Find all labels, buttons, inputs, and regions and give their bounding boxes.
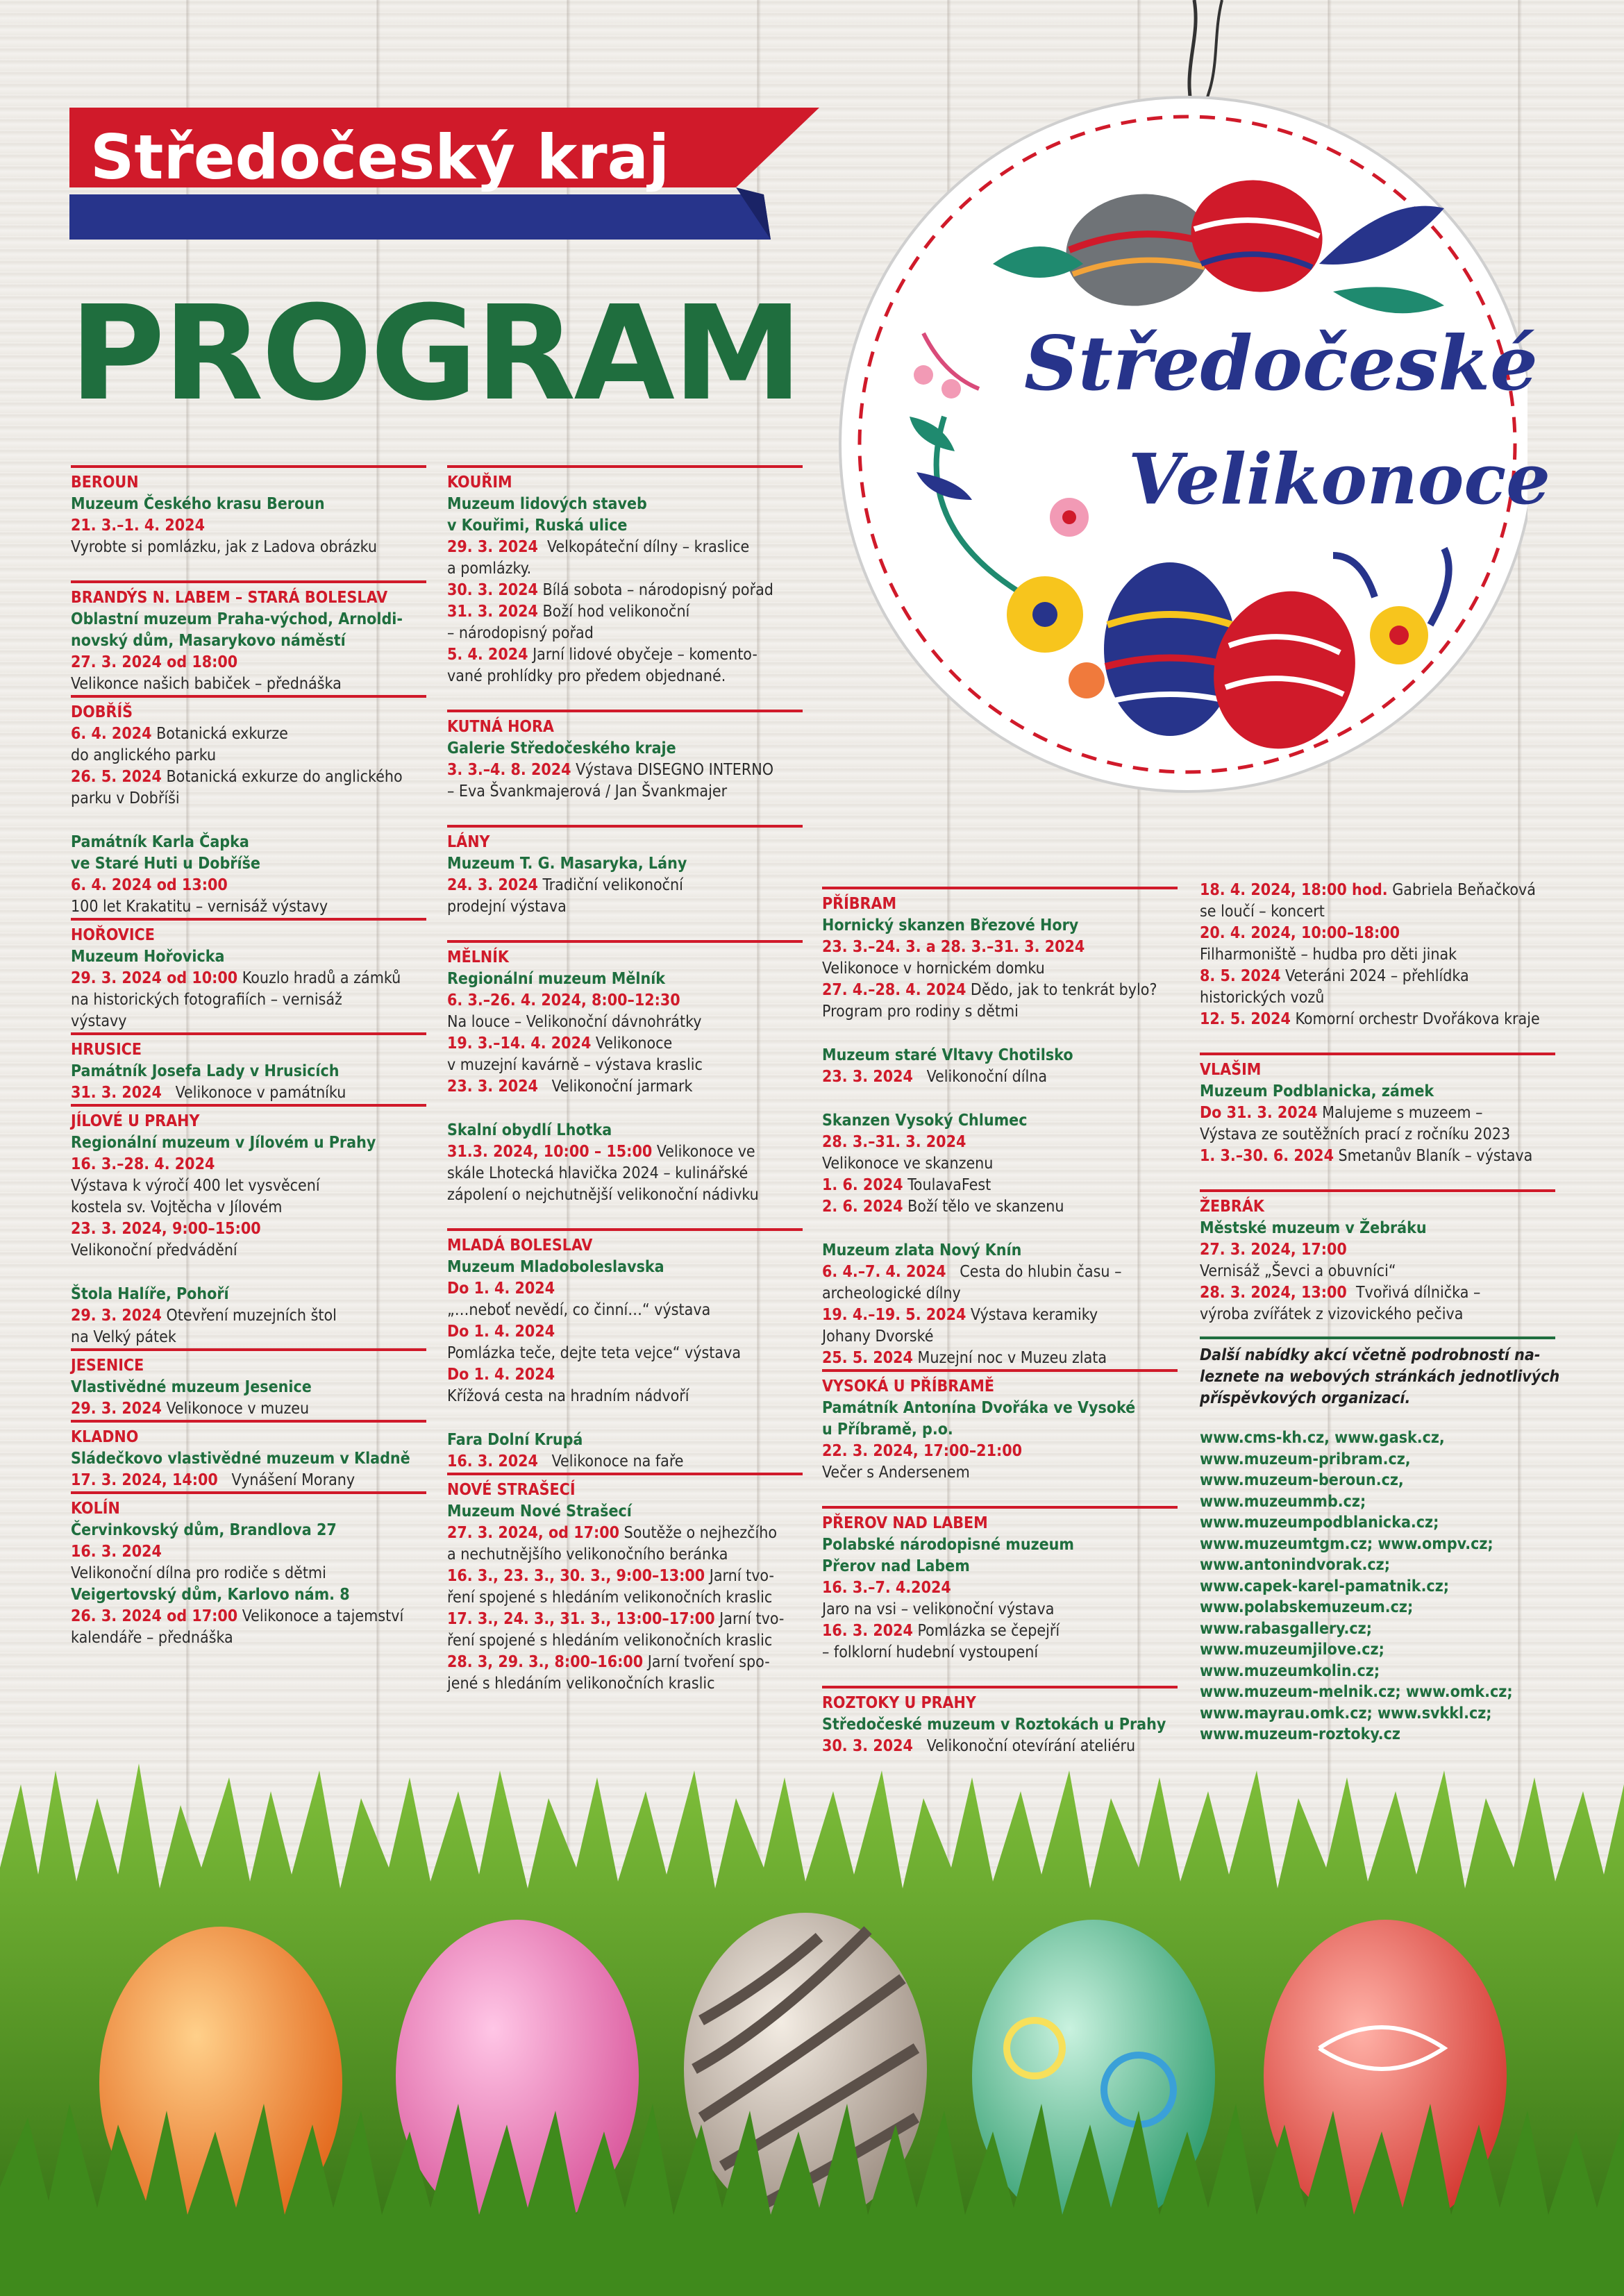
event-date: 6. 4. 2024 od 13:00 xyxy=(71,876,228,894)
event-line xyxy=(822,1305,1178,1326)
event-line xyxy=(447,1566,803,1587)
event-description: a pomlázky. xyxy=(447,560,532,578)
venue-name: Fara Dolní Krupá xyxy=(447,1431,583,1449)
program-column-3 xyxy=(822,887,1178,1757)
town-heading: NOVÉ STRAŠECÍ xyxy=(447,1481,576,1499)
event-line xyxy=(71,1398,426,1420)
event-text: Výstava keramiky xyxy=(966,1306,1098,1324)
program-section xyxy=(447,465,803,710)
event-line xyxy=(447,1609,803,1630)
event-text: Smetanův Blaník – výstava xyxy=(1333,1147,1533,1165)
program-section xyxy=(1200,1053,1555,1189)
website-link[interactable]: www.muzeum-melnik.cz; www.omk.cz; xyxy=(1200,1683,1513,1701)
town-heading: KOLÍN xyxy=(71,1500,120,1518)
event-date: 6. 3.–26. 4. 2024, 8:00–12:30 xyxy=(447,991,680,1009)
event-text: Jarní tvo- xyxy=(705,1567,774,1585)
event-line xyxy=(71,766,426,788)
event-description: do anglického parku xyxy=(71,746,217,764)
event-date: 26. 5. 2024 xyxy=(71,768,162,786)
event-text: Tvořivá dílnička – xyxy=(1346,1284,1481,1302)
website-link[interactable]: www.muzeum-pribram.cz, xyxy=(1200,1450,1411,1468)
program-section xyxy=(71,465,426,580)
program-section xyxy=(1200,1189,1555,1325)
event-line xyxy=(1200,1146,1555,1167)
event-line xyxy=(71,1305,426,1327)
event-text: Velikonoční otevírání ateliéru xyxy=(912,1737,1136,1755)
event-description: Johany Dvorské xyxy=(822,1327,934,1346)
more-info-block xyxy=(1200,1336,1560,1745)
event-date: 23. 3. 2024 xyxy=(447,1078,538,1096)
event-text: Jarní lidové obyčeje – komento- xyxy=(528,646,757,664)
event-date: 19. 3.–14. 4. 2024 xyxy=(447,1034,592,1053)
event-description: Program pro rodiny s dětmi xyxy=(822,1003,1019,1021)
event-description: výroba zvířátek z vizovického pečiva xyxy=(1200,1305,1464,1323)
program-section xyxy=(447,940,803,1228)
program-section xyxy=(71,1348,426,1420)
venue-name: u Příbramě, p.o. xyxy=(822,1421,953,1439)
event-date: 8. 5. 2024 xyxy=(1200,967,1281,985)
event-date: 6. 4. 2024 xyxy=(71,725,152,743)
event-description: a nechutnějšího velikonočního beránka xyxy=(447,1545,728,1564)
region-title: Středočeský kraj xyxy=(90,121,670,193)
event-date: 16. 3.–28. 4. 2024 xyxy=(71,1155,215,1173)
event-date: 29. 3. 2024 xyxy=(71,1400,162,1418)
event-text: Jarní tvo- xyxy=(714,1610,785,1628)
grass-with-eggs xyxy=(0,1757,1624,2296)
program-section xyxy=(447,1473,803,1695)
event-description: prodejní výstava xyxy=(447,898,567,916)
event-description: na Velký pátek xyxy=(71,1328,176,1346)
event-line xyxy=(447,1451,803,1473)
venue-name: Skalní obydlí Lhotka xyxy=(447,1121,612,1139)
event-text: ToulavaFest xyxy=(903,1176,991,1194)
event-text: Velikonoce v muzeu xyxy=(161,1400,310,1418)
event-date: 12. 5. 2024 xyxy=(1200,1010,1291,1028)
website-link[interactable]: www.mayrau.omk.cz; www.svkkl.cz; xyxy=(1200,1704,1492,1723)
venue-name: Památník Antonína Dvořáka ve Vysoké xyxy=(822,1399,1136,1417)
venue-name: Muzeum zlata Nový Knín xyxy=(822,1241,1022,1259)
event-line xyxy=(71,1082,426,1104)
spacer xyxy=(71,558,426,580)
event-text: Botanická exkurze xyxy=(151,725,288,743)
event-line xyxy=(447,875,803,896)
program-column-4 xyxy=(1200,880,1555,1325)
town-heading: HOŘOVICE xyxy=(71,926,155,944)
program-section xyxy=(822,1506,1178,1686)
event-text: Boží tělo ve skanzenu xyxy=(903,1198,1064,1216)
event-date: 16. 3.–7. 4.2024 xyxy=(822,1579,951,1597)
town-heading: PŘÍBRAM xyxy=(822,895,897,913)
event-date: 16. 3., 23. 3., 30. 3., 9:00–13:00 xyxy=(447,1567,705,1585)
event-description: 100 let Krakatitu – vernisáž výstavy xyxy=(71,898,328,916)
event-date: 21. 3.–1. 4. 2024 xyxy=(71,517,205,535)
note-line: Další nabídky akcí včetně podrobností na- xyxy=(1200,1346,1541,1364)
program-section xyxy=(822,887,1178,1369)
event-date: 6. 4.–7. 4. 2024 xyxy=(822,1263,946,1281)
event-text: Velikonoční dílna xyxy=(912,1068,1048,1086)
event-text: Vynášení Morany xyxy=(217,1471,355,1489)
event-text: Malujeme s muzeem – xyxy=(1317,1104,1483,1122)
spacer xyxy=(822,1023,1178,1045)
spacer xyxy=(447,803,803,825)
spacer xyxy=(822,1088,1178,1110)
note-line: příspěvkových organizací. xyxy=(1200,1389,1411,1407)
event-text: Gabriela Beňačková xyxy=(1387,881,1536,899)
event-description: v muzejní kavárně – výstava kraslic xyxy=(447,1056,703,1074)
event-date: 29. 3. 2024 xyxy=(71,1307,162,1325)
event-text: Boží hod velikonoční xyxy=(537,603,690,621)
event-date: 30. 3. 2024 xyxy=(822,1737,913,1755)
event-line xyxy=(822,1066,1178,1088)
event-description: zápolení o nejchutnější velikonoční nádivku xyxy=(447,1186,759,1204)
event-line xyxy=(71,968,426,989)
event-date: 23. 3. 2024 xyxy=(822,1068,913,1086)
event-description: Velikonoční předvádění xyxy=(71,1241,237,1259)
venue-name: ve Staré Huti u Dobříše xyxy=(71,855,260,873)
town-heading: ŽEBRÁK xyxy=(1200,1198,1264,1216)
event-line xyxy=(1200,880,1555,901)
event-line xyxy=(447,537,803,558)
town-heading: LÁNY xyxy=(447,833,490,851)
event-line xyxy=(447,760,803,781)
event-line xyxy=(447,601,803,623)
url-list xyxy=(1200,1427,1555,1745)
program-section xyxy=(71,918,426,1032)
event-line xyxy=(71,1470,426,1491)
website-link[interactable]: www.muzeum-beroun.cz, xyxy=(1200,1471,1404,1489)
town-heading: KOUŘIM xyxy=(447,474,512,492)
website-link[interactable]: www.capek-karel-pamatnik.cz; xyxy=(1200,1577,1450,1595)
event-text: Velkopáteční dílny – kraslice xyxy=(537,538,750,556)
event-text: Jarní tvoření spo- xyxy=(643,1653,770,1671)
website-link[interactable]: www.muzeumkolin.cz; xyxy=(1200,1661,1380,1680)
town-heading: VYSOKÁ U PŘÍBRAMĚ xyxy=(822,1377,994,1396)
venue-name: Oblastní muzeum Praha-východ, Arnoldi- xyxy=(71,610,403,628)
website-link[interactable]: www.muzeumjilove.cz; xyxy=(1200,1641,1384,1659)
program-section xyxy=(71,1032,426,1104)
event-text: Botanická exkurze do anglického xyxy=(161,768,403,786)
event-text: Bílá sobota – národopisný pořad xyxy=(537,581,773,599)
event-description: Vyrobte si pomlázku, jak z Ladova obrázku xyxy=(71,538,377,556)
venue-name: Muzeum T. G. Masaryka, Lány xyxy=(447,855,687,873)
town-heading: JÍLOVÉ U PRAHY xyxy=(71,1112,200,1130)
venue-name: Památník Karla Čapka xyxy=(71,833,249,851)
venue-name: Regionální muzeum v Jílovém u Prahy xyxy=(71,1134,376,1152)
spacer xyxy=(822,1218,1178,1240)
venue-name: Regionální muzeum Mělník xyxy=(447,970,666,988)
spacer xyxy=(822,1664,1178,1686)
town-heading: VLAŠIM xyxy=(1200,1061,1262,1079)
event-description: archeologické dílny xyxy=(822,1284,961,1302)
banner-blue-stripe xyxy=(69,194,771,240)
event-line xyxy=(447,1652,803,1673)
venue-name: Muzeum Českého krasu Beroun xyxy=(71,495,325,513)
event-date: 17. 3., 24. 3., 31. 3., 13:00–17:00 xyxy=(447,1610,715,1628)
event-date: 28. 3, 29. 3., 8:00–16:00 xyxy=(447,1653,644,1671)
event-date: 28. 3. 2024, 13:00 xyxy=(1200,1284,1347,1302)
venue-name: Štola Halíře, Pohoří xyxy=(71,1285,229,1303)
event-date: 1. 3.–30. 6. 2024 xyxy=(1200,1147,1334,1165)
event-description: Velikonoce ve skanzenu xyxy=(822,1155,994,1173)
egg-blue-icon xyxy=(1104,562,1236,736)
event-description: výstavy xyxy=(71,1012,127,1030)
event-line xyxy=(447,1141,803,1163)
event-text: Velikonoční jarmark xyxy=(537,1078,693,1096)
town-heading: KUTNÁ HORA xyxy=(447,718,554,736)
event-text: Kouzlo hradů a zámků xyxy=(237,969,401,987)
event-description: Pomlázka teče, dejte teta vejce“ výstava xyxy=(447,1344,742,1362)
event-description: – národopisný pořad xyxy=(447,624,594,642)
flower-yellow-icon xyxy=(1007,576,1083,653)
event-line xyxy=(1200,1103,1555,1124)
event-text: Pomlázka se čepejří xyxy=(912,1622,1060,1640)
program-column-2 xyxy=(447,465,803,1695)
event-description: ření spojené s hledáním velikonočních kraslic xyxy=(447,1589,773,1607)
event-date: 3. 3.–4. 8. 2024 xyxy=(447,761,571,779)
event-line xyxy=(1200,1282,1555,1304)
flower-yellow-right-icon xyxy=(1370,606,1428,664)
event-description: Křížová cesta na hradním nádvoří xyxy=(447,1387,689,1405)
event-description: Na louce – Velikonoční dávnohrátky xyxy=(447,1013,702,1031)
event-date: 5. 4. 2024 xyxy=(447,646,528,664)
website-link[interactable]: www.antonindvorak.cz; xyxy=(1200,1556,1390,1574)
program-section xyxy=(71,1420,426,1491)
program-section xyxy=(71,1104,426,1348)
venue-name: Sládečkovo vlastivědné muzeum v Kladně xyxy=(71,1450,410,1468)
town-heading: BEROUN xyxy=(71,474,139,492)
program-section xyxy=(822,1686,1178,1757)
website-link[interactable]: www.rabasgallery.cz; xyxy=(1200,1619,1373,1638)
venue-name: Přerov nad Labem xyxy=(822,1557,970,1575)
spacer xyxy=(447,1206,803,1228)
flower-pink-icon xyxy=(1050,498,1089,537)
website-link[interactable]: www.muzeumtgm.cz; www.ompv.cz; xyxy=(1200,1534,1493,1553)
town-heading: HRUSICE xyxy=(71,1041,142,1059)
venue-name: Muzeum Podblanicka, zámek xyxy=(1200,1082,1434,1100)
town-heading: ROZTOKY U PRAHY xyxy=(822,1694,976,1712)
event-text: Dědo, jak to tenkrát bylo? xyxy=(966,981,1157,999)
website-link[interactable]: www.polabskemuzeum.cz; xyxy=(1200,1598,1414,1616)
program-section xyxy=(71,580,426,695)
event-date: 23. 3. 2024, 9:00–15:00 xyxy=(71,1220,261,1238)
spacer xyxy=(1200,1167,1555,1189)
event-text: Otevření muzejních štol xyxy=(161,1307,337,1325)
venue-name: Galerie Středočeského kraje xyxy=(447,739,676,757)
event-date: Do 1. 4. 2024 xyxy=(447,1366,555,1384)
event-date: Do 1. 4. 2024 xyxy=(447,1323,555,1341)
event-date: 22. 3. 2024, 17:00–21:00 xyxy=(822,1442,1023,1460)
spacer xyxy=(822,1484,1178,1506)
event-date: 16. 3. 2024 xyxy=(822,1622,913,1640)
event-line xyxy=(447,1033,803,1055)
venue-name: Středočeské muzeum v Roztokách u Prahy xyxy=(822,1716,1166,1734)
venue-name: Muzeum Hořovicka xyxy=(71,948,225,966)
event-description: skále Lhotecká hlavička 2024 – kulinářské xyxy=(447,1164,748,1182)
event-line xyxy=(822,1175,1178,1196)
event-description: Výstava k výročí 400 let vysvěcení xyxy=(71,1177,320,1195)
spacer xyxy=(447,1098,803,1120)
event-line xyxy=(71,723,426,745)
event-text: Komorní orchestr Dvořákova kraje xyxy=(1290,1010,1540,1028)
event-date: 23. 3.–24. 3. a 28. 3.–31. 3. 2024 xyxy=(822,938,1085,956)
event-description: Velikonoční dílna pro rodiče s dětmi xyxy=(71,1564,326,1582)
event-date: Do 1. 4. 2024 xyxy=(447,1280,555,1298)
venue-name: Muzeum lidových staveb xyxy=(447,495,647,513)
venue-name: v Kouřimi, Ruská ulice xyxy=(447,517,628,535)
program-section xyxy=(447,710,803,825)
event-text: Soutěže o nejhezčího xyxy=(619,1524,777,1542)
program-section xyxy=(71,695,426,918)
event-line xyxy=(822,1348,1178,1369)
event-line xyxy=(1200,966,1555,987)
venue-name: Polabské národopisné muzeum xyxy=(822,1536,1074,1554)
event-description: Večer s Andersenem xyxy=(822,1464,970,1482)
program-section xyxy=(71,1491,426,1649)
event-text: Tradiční velikonoční xyxy=(537,876,683,894)
event-description: Výstava ze soutěžních prací z ročníku 2023 xyxy=(1200,1125,1511,1143)
event-date: 20. 4. 2024, 10:00–18:00 xyxy=(1200,924,1400,942)
town-heading: MLADÁ BOLESLAV xyxy=(447,1237,593,1255)
event-description: – folklorní hudební vystoupení xyxy=(822,1643,1039,1661)
event-date: 27. 3. 2024, 17:00 xyxy=(1200,1241,1347,1259)
note-line: leznete na webových stránkách jednotlivých xyxy=(1200,1368,1560,1386)
spacer xyxy=(71,810,426,832)
website-link[interactable]: www.muzeumpodblanicka.cz; xyxy=(1200,1514,1439,1532)
event-text: Veteráni 2024 – přehlídka xyxy=(1280,967,1469,985)
event-date: 30. 3. 2024 xyxy=(447,581,538,599)
event-line xyxy=(822,1262,1178,1283)
event-line xyxy=(1200,1009,1555,1030)
website-link[interactable]: www.cms-kh.cz, www.gask.cz, xyxy=(1200,1429,1445,1447)
event-date: 31. 3. 2024 xyxy=(71,1084,162,1102)
event-line xyxy=(447,1523,803,1544)
event-line xyxy=(447,644,803,666)
event-date: Do 31. 3. 2024 xyxy=(1200,1104,1318,1122)
program-column-1 xyxy=(71,465,426,1649)
event-date: 17. 3. 2024, 14:00 xyxy=(71,1471,218,1489)
event-text: Muzejní noc v Muzeu zlata xyxy=(912,1349,1107,1367)
website-link[interactable]: www.muzeum-roztoky.cz xyxy=(1200,1725,1400,1743)
program-section xyxy=(447,825,803,940)
town-heading: JESENICE xyxy=(71,1357,144,1375)
event-line xyxy=(822,1736,1178,1757)
event-description: historických vozů xyxy=(1200,989,1325,1007)
event-description: vané prohlídky pro předem objednané. xyxy=(447,667,726,685)
spacer xyxy=(447,1407,803,1430)
event-line xyxy=(822,980,1178,1001)
event-text: Velikonoce na faře xyxy=(537,1452,684,1470)
event-description: „…neboť nevědí, co činní…“ výstava xyxy=(447,1301,711,1319)
venue-name: Veigertovský dům, Karlovo nám. 8 xyxy=(71,1586,350,1604)
event-line xyxy=(447,1076,803,1098)
event-date: 27. 4.–28. 4. 2024 xyxy=(822,981,966,999)
event-description: Velikonce našich babiček – přednáška xyxy=(71,675,342,693)
spacer xyxy=(447,687,803,710)
venue-name: Hornický skanzen Březové Hory xyxy=(822,916,1079,935)
event-date: 31.3. 2024, 10:00 – 15:00 xyxy=(447,1143,653,1161)
event-date: 19. 4.–19. 5. 2024 xyxy=(822,1306,966,1324)
ornament-title-line1: Středočeské xyxy=(1024,320,1538,408)
spacer xyxy=(1200,1030,1555,1053)
venue-name: Muzeum Mladoboleslavska xyxy=(447,1258,664,1276)
event-text: Velikonoce v památníku xyxy=(161,1084,346,1102)
event-description: na historických fotografiích – vernisáž xyxy=(71,991,342,1009)
event-date: 16. 3. 2024 xyxy=(71,1543,162,1561)
event-date: 1. 6. 2024 xyxy=(822,1176,903,1194)
venue-name: Červinkovský dům, Brandlova 27 xyxy=(71,1521,337,1539)
website-link[interactable]: www.muzeummb.cz; xyxy=(1200,1492,1366,1511)
event-date: 27. 3. 2024 od 18:00 xyxy=(71,653,238,671)
event-date: 29. 3. 2024 xyxy=(447,538,538,556)
easter-ornament xyxy=(833,0,1527,819)
event-text: Velikonoce ve xyxy=(652,1143,755,1161)
event-text: Výstava DISEGNO INTERNO xyxy=(571,761,774,779)
event-description: parku v Dobříši xyxy=(71,789,180,807)
venue-name: Muzeum staré Vltavy Chotilsko xyxy=(822,1046,1073,1064)
venue-name: novský dům, Masarykovo náměstí xyxy=(71,632,346,650)
venue-name: Památník Josefa Lady v Hrusicích xyxy=(71,1062,340,1080)
event-description: Jaro na vsi – velikonoční výstava xyxy=(822,1600,1055,1618)
venue-name: Muzeum Nové Strašecí xyxy=(447,1502,632,1520)
event-line xyxy=(822,1196,1178,1218)
event-text: Velikonoce a tajemství xyxy=(237,1607,404,1625)
event-line xyxy=(71,1606,426,1627)
event-date: 26. 3. 2024 od 17:00 xyxy=(71,1607,238,1625)
event-description: jené s hledáním velikonočních kraslic xyxy=(447,1675,715,1693)
event-text: Cesta do hlubin času – xyxy=(946,1263,1122,1281)
event-date: 18. 4. 2024, 18:00 hod. xyxy=(1200,881,1388,899)
spacer xyxy=(71,1262,426,1284)
town-heading: BRANDÝS N. LABEM – STARÁ BOLESLAV xyxy=(71,589,388,607)
town-heading: DOBŘÍŠ xyxy=(71,703,133,721)
program-section xyxy=(822,1369,1178,1506)
event-date: 29. 3. 2024 od 10:00 xyxy=(71,969,238,987)
town-heading: KLADNO xyxy=(71,1428,139,1446)
event-line xyxy=(447,580,803,601)
venue-name: Vlastivědné muzeum Jesenice xyxy=(71,1378,312,1396)
event-date: 27. 3. 2024, od 17:00 xyxy=(447,1524,620,1542)
event-description: se loučí – koncert xyxy=(1200,903,1325,921)
event-date: 28. 3.–31. 3. 2024 xyxy=(822,1133,966,1151)
event-description: Vernisáž „Ševci a obuvníci“ xyxy=(1200,1262,1396,1280)
venue-name: Městské muzeum v Žebráku xyxy=(1200,1219,1427,1237)
event-date: 31. 3. 2024 xyxy=(447,603,538,621)
town-heading: PŘEROV NAD LABEM xyxy=(822,1514,988,1532)
ornament-title-line2: Velikonoce xyxy=(1128,438,1550,520)
event-date: 24. 3. 2024 xyxy=(447,876,538,894)
event-description: Filharmoniště – hudba pro děti jinak xyxy=(1200,946,1457,964)
event-line xyxy=(822,1620,1178,1642)
event-description: kalendáře – přednáška xyxy=(71,1629,233,1647)
event-description: Velikonoce v hornickém domku xyxy=(822,960,1045,978)
event-description: – Eva Švankmajerová / Jan Švankmajer xyxy=(447,782,728,801)
event-description: kostela sv. Vojtěcha v Jílovém xyxy=(71,1198,283,1216)
town-heading: MĚLNÍK xyxy=(447,948,509,966)
event-date: 2. 6. 2024 xyxy=(822,1198,903,1216)
venue-name: Skanzen Vysoký Chlumec xyxy=(822,1112,1028,1130)
event-date: 16. 3. 2024 xyxy=(447,1452,538,1470)
event-description: ření spojené s hledáním velikonočních kraslic xyxy=(447,1632,773,1650)
program-section xyxy=(447,1228,803,1473)
event-date: 25. 5. 2024 xyxy=(822,1349,913,1367)
event-text: Velikonoce xyxy=(591,1034,673,1053)
program-heading: PROGRAM xyxy=(69,278,801,430)
spacer xyxy=(447,918,803,940)
